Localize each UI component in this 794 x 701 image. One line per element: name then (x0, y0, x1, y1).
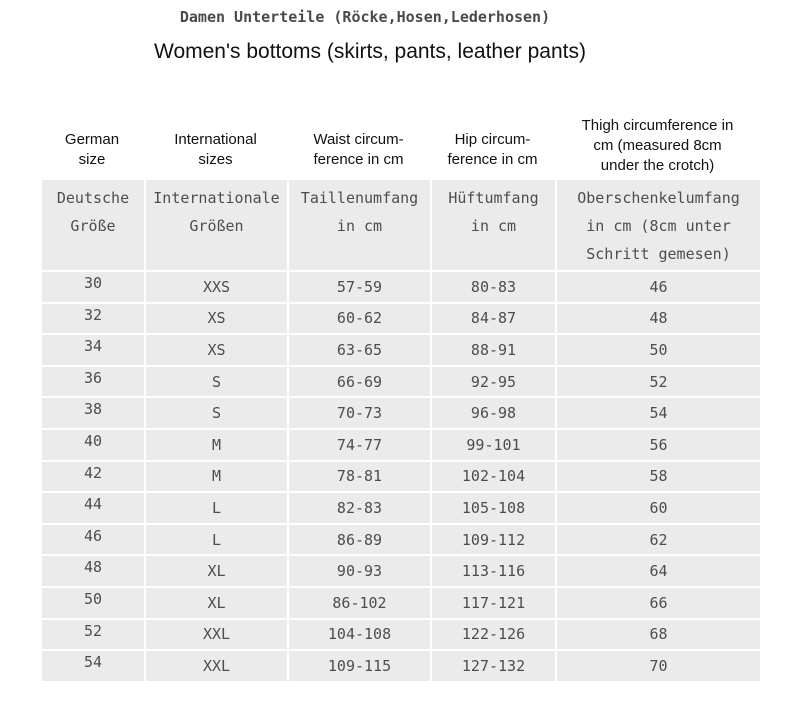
cell-waist: 57-59 (288, 271, 431, 303)
cell-waist: 78-81 (288, 461, 431, 493)
cell-waist: 63-65 (288, 334, 431, 366)
cell-hip: 99-101 (431, 429, 556, 461)
cell-german-size: 32 (41, 303, 145, 335)
size-table (40, 178, 762, 683)
cell-german-size: 48 (41, 555, 145, 587)
table-row (41, 397, 761, 429)
cell-waist: 82-83 (288, 492, 431, 524)
english-column-headers (40, 118, 760, 178)
header-en-thigh: Thigh circumference in cm (measured 8cm under the crotch) (581, 117, 734, 174)
cell-thigh: 62 (556, 524, 761, 556)
table-row (41, 555, 761, 587)
cell-german-size: 52 (41, 619, 145, 651)
cell-waist: 74-77 (288, 429, 431, 461)
cell-thigh: 66 (556, 587, 761, 619)
cell-international-size: M (145, 461, 288, 493)
cell-hip: 88-91 (431, 334, 556, 366)
title-english: Women's bottoms (skirts, pants, leather pants) (154, 40, 586, 63)
cell-international-size: XXS (145, 271, 288, 303)
cell-international-size: XS (145, 334, 288, 366)
cell-hip: 127-132 (431, 650, 556, 682)
cell-thigh: 52 (556, 366, 761, 398)
cell-thigh: 54 (556, 397, 761, 429)
cell-thigh: 70 (556, 650, 761, 682)
table-row (41, 524, 761, 556)
cell-international-size: XXL (145, 619, 288, 651)
cell-international-size: M (145, 429, 288, 461)
cell-thigh: 60 (556, 492, 761, 524)
cell-international-size: XL (145, 587, 288, 619)
table-row (41, 492, 761, 524)
cell-international-size: XL (145, 555, 288, 587)
cell-waist: 86-89 (288, 524, 431, 556)
cell-waist: 66-69 (288, 366, 431, 398)
header-en-international-sizes: International sizes (174, 131, 257, 168)
cell-hip: 109-112 (431, 524, 556, 556)
cell-international-size: S (145, 366, 288, 398)
table-row (41, 271, 761, 303)
header-de-german-size: Deutsche Größe (41, 179, 145, 271)
cell-thigh: 56 (556, 429, 761, 461)
cell-german-size: 40 (41, 429, 145, 461)
header-en-waist: Waist circum- ference in cm (313, 131, 404, 168)
cell-thigh: 68 (556, 619, 761, 651)
cell-german-size: 38 (41, 397, 145, 429)
cell-waist: 86-102 (288, 587, 431, 619)
cell-hip: 92-95 (431, 366, 556, 398)
header-de-thigh: Oberschenkelumfang in cm (8cm unter Schritt gemesen) (556, 179, 761, 271)
table-row (41, 461, 761, 493)
cell-thigh: 46 (556, 271, 761, 303)
table-row (41, 587, 761, 619)
cell-waist: 90-93 (288, 555, 431, 587)
header-de-international-sizes: Internationale Größen (145, 179, 288, 271)
cell-german-size: 42 (41, 461, 145, 493)
cell-waist: 70-73 (288, 397, 431, 429)
table-row (41, 334, 761, 366)
cell-german-size: 30 (41, 271, 145, 303)
table-row (41, 303, 761, 335)
cell-hip: 84-87 (431, 303, 556, 335)
cell-thigh: 48 (556, 303, 761, 335)
cell-waist: 109-115 (288, 650, 431, 682)
cell-hip: 117-121 (431, 587, 556, 619)
cell-german-size: 46 (41, 524, 145, 556)
cell-thigh: 58 (556, 461, 761, 493)
cell-hip: 122-126 (431, 619, 556, 651)
title-german: Damen Unterteile (Röcke,Hosen,Lederhosen) (179, 8, 551, 26)
table-row (41, 366, 761, 398)
cell-german-size: 54 (41, 650, 145, 682)
cell-thigh: 64 (556, 555, 761, 587)
cell-international-size: XXL (145, 650, 288, 682)
table-row (41, 429, 761, 461)
cell-international-size: XS (145, 303, 288, 335)
cell-hip: 113-116 (431, 555, 556, 587)
cell-international-size: S (145, 397, 288, 429)
cell-international-size: L (145, 524, 288, 556)
cell-waist: 104-108 (288, 619, 431, 651)
table-row (41, 619, 761, 651)
cell-german-size: 34 (41, 334, 145, 366)
cell-german-size: 44 (41, 492, 145, 524)
cell-german-size: 36 (41, 366, 145, 398)
header-en-hip: Hip circum- ference in cm (447, 131, 538, 168)
cell-international-size: L (145, 492, 288, 524)
table-header-row (41, 179, 761, 271)
header-de-waist: Taillenumfang in cm (288, 179, 431, 271)
header-de-hip: Hüftumfang in cm (431, 179, 556, 271)
cell-hip: 105-108 (431, 492, 556, 524)
header-en-german-size: German size (64, 131, 120, 168)
cell-hip: 80-83 (431, 271, 556, 303)
cell-thigh: 50 (556, 334, 761, 366)
table-row (41, 650, 761, 682)
cell-hip: 102-104 (431, 461, 556, 493)
cell-german-size: 50 (41, 587, 145, 619)
cell-hip: 96-98 (431, 397, 556, 429)
cell-waist: 60-62 (288, 303, 431, 335)
